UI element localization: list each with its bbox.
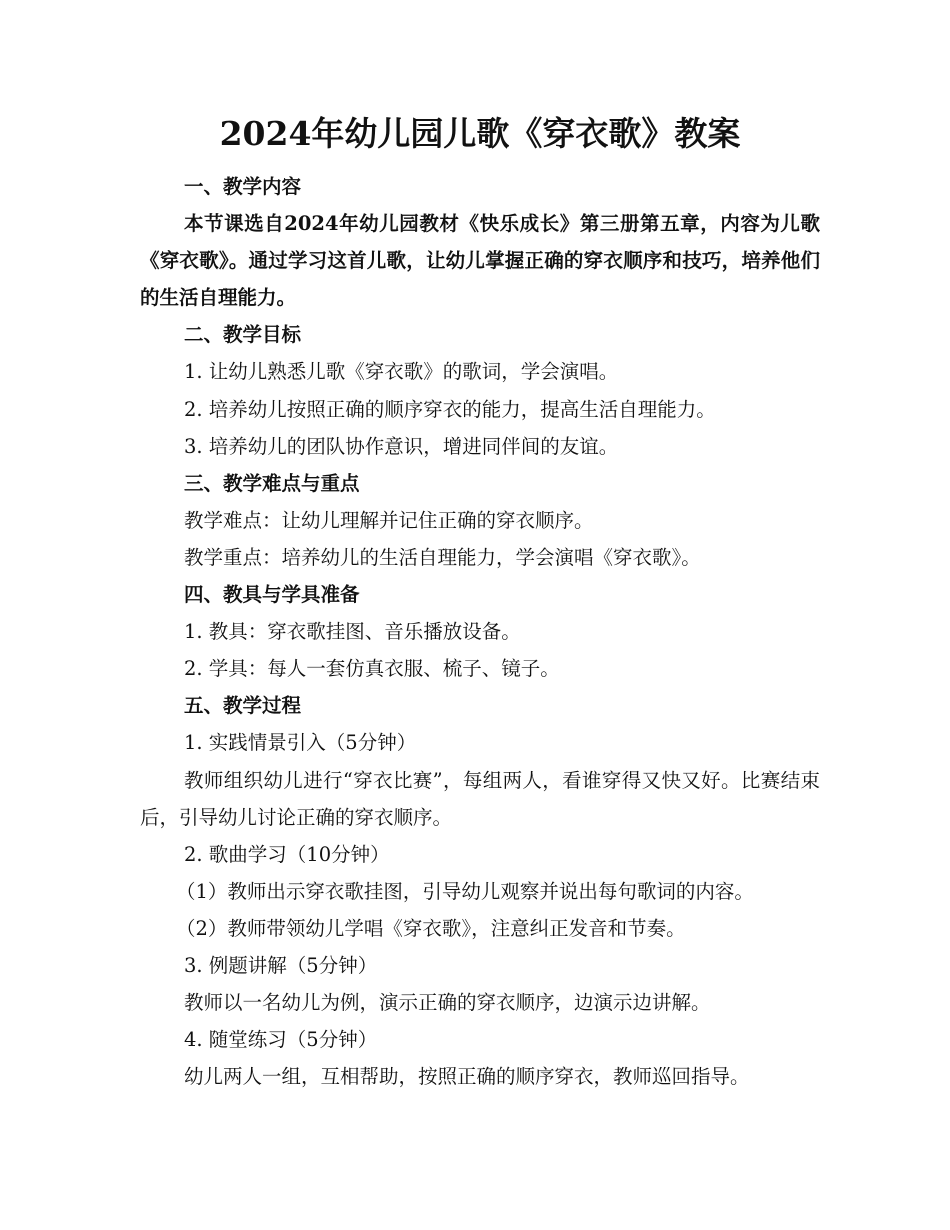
process-step-4-text: 幼儿两人一组，互相帮助，按照正确的顺序穿衣，教师巡回指导。 [184, 1065, 750, 1089]
focus-text: 教学重点：培养幼儿的生活自理能力，学会演唱《穿衣歌》。 [184, 545, 701, 569]
process-step-3: 3. 例题讲解（5分钟） [184, 953, 378, 977]
objective-item-1: 1. 让幼儿熟悉儿歌《穿衣歌》的歌词，学会演唱。 [184, 360, 619, 384]
process-step-2: 2. 歌曲学习（10分钟） [184, 842, 390, 866]
process-step-1-text: 教师组织幼儿进行“穿衣比赛”，每组两人，看谁穿得又快又好。比赛结束后，引导幼儿讨论正确的穿衣顺序。 [140, 768, 820, 829]
objective-item-3: 3. 培养幼儿的团队协作意识，增进同伴间的友谊。 [184, 434, 619, 458]
materials-item-2: 2. 学具：每人一套仿真衣服、梳子、镜子。 [184, 657, 560, 681]
process-step-1: 1. 实践情景引入（5分钟） [184, 731, 417, 755]
section-heading-content: 一、教学内容 [184, 175, 302, 198]
section-heading-difficulty-focus: 三、教学难点与重点 [184, 471, 360, 495]
section-heading-process: 五、教学过程 [184, 694, 302, 718]
process-step-3-text: 教师以一名幼儿为例，演示正确的穿衣顺序，边演示边讲解。 [184, 991, 711, 1015]
objective-item-2: 2. 培养幼儿按照正确的顺序穿衣的能力，提高生活自理能力。 [184, 397, 716, 421]
section-heading-materials: 四、教具与学具准备 [184, 583, 360, 607]
materials-item-1: 1. 教具：穿衣歌挂图、音乐播放设备。 [184, 620, 521, 644]
difficulty-text: 教学难点：让幼儿理解并记住正确的穿衣顺序。 [184, 508, 594, 532]
process-step-2-sub-2: （2）教师带领幼儿学唱《穿衣歌》，注意纠正发音和节奏。 [176, 916, 686, 940]
content-paragraph: 本节课选自2024年幼儿园教材《快乐成长》第三册第五章，内容为儿歌《穿衣歌》。通过学习这首儿歌，让幼儿掌握正确的穿衣顺序和技巧，培养他们的生活自理能力。 [140, 212, 820, 310]
process-step-4: 4. 随堂练习（5分钟） [184, 1028, 378, 1052]
document-title: 2024年幼儿园儿歌《穿衣歌》教案 [219, 114, 741, 153]
process-step-2-sub-1: （1）教师出示穿衣歌挂图，引导幼儿观察并说出每句歌词的内容。 [176, 879, 754, 903]
section-heading-objectives: 二、教学目标 [184, 323, 302, 347]
